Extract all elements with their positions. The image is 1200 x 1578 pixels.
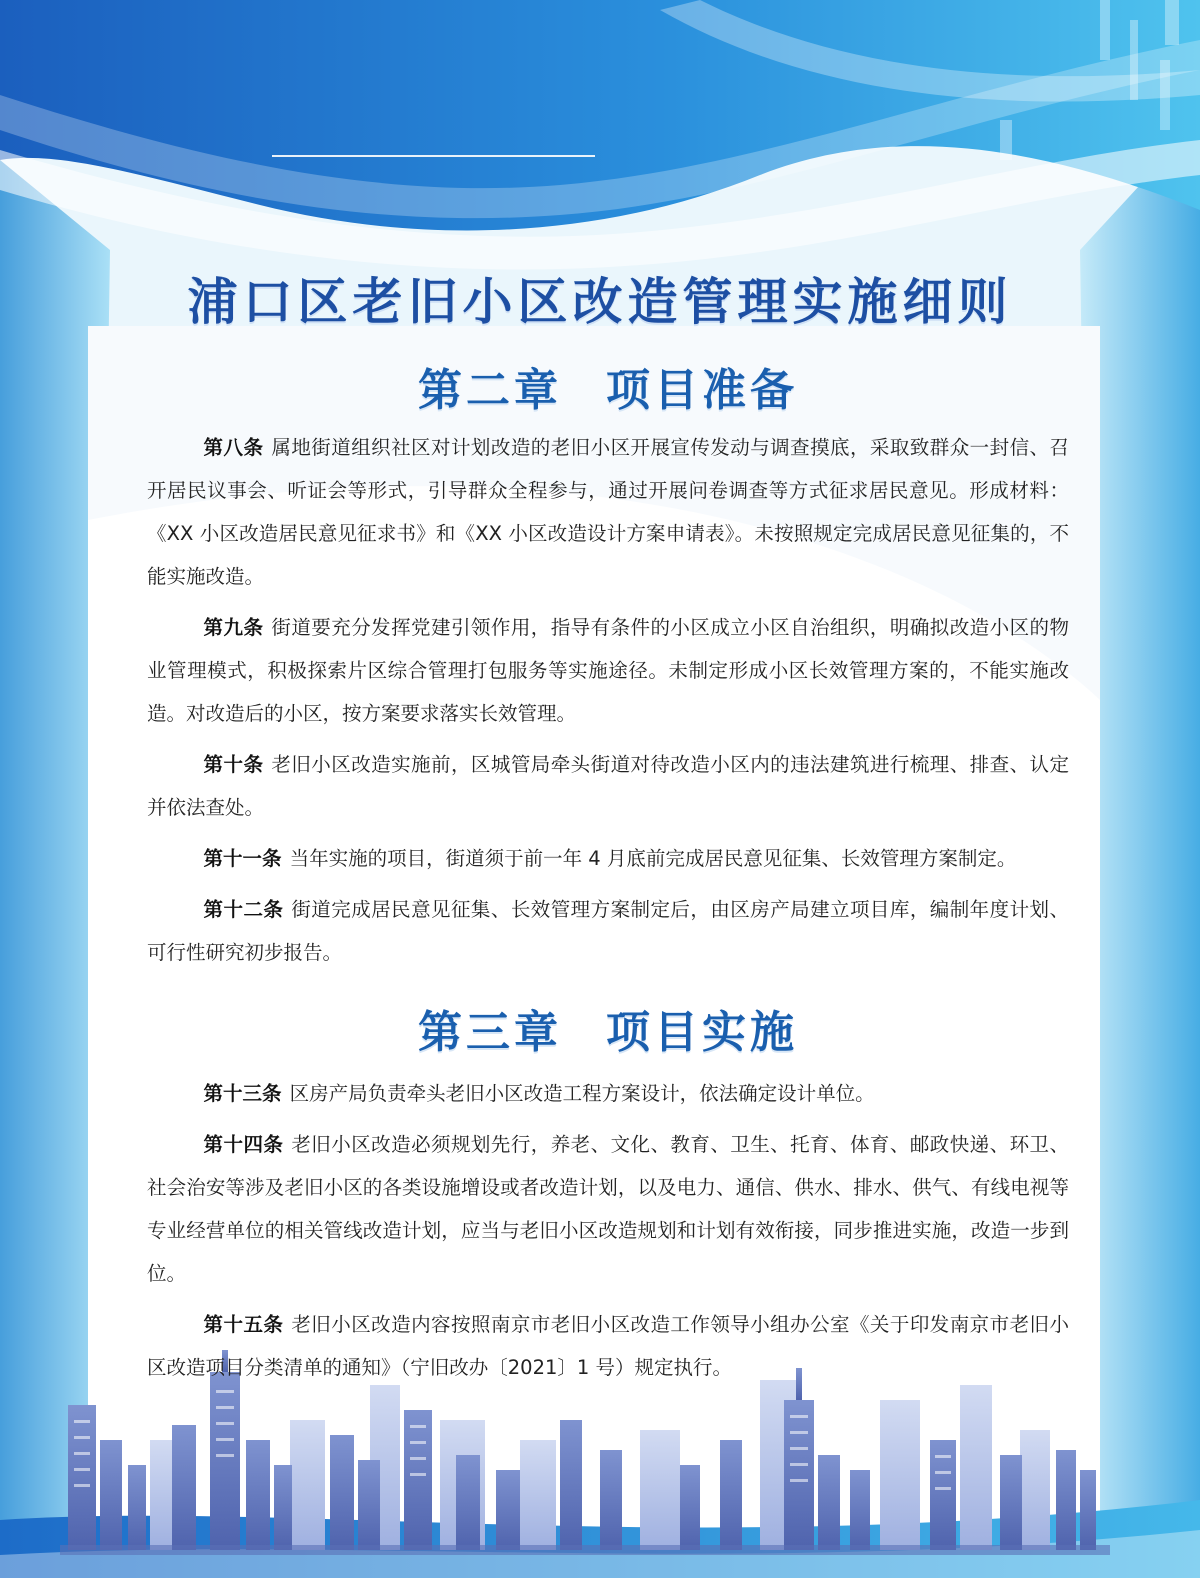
article-number: 第十三条 [203,1082,282,1105]
article-text: 老旧小区改造内容按照南京市老旧小区改造工作领导小组办公室《关于印发南京市老旧小区改造项目分类清单的通知》（宁旧改办〔2021〕1 号）规定执行。 [147,1313,1069,1379]
article-text: 当年实施的项目，街道须于前一年 4 月底前完成居民意见征集、长效管理方案制定。 [289,847,1017,870]
chapter-heading [147,360,1069,422]
article [147,1303,1069,1389]
chapter-number: 第三章 [418,1007,562,1058]
chapter-heading [147,1002,1069,1064]
article-number: 第八条 [203,436,264,459]
article [147,426,1069,598]
page-title: 浦口区老旧小区改造管理实施细则 [187,273,1013,331]
chapter-name: 项目实施 [606,1007,798,1058]
article [147,837,1069,880]
article [147,606,1069,735]
content-body [147,360,1069,1397]
article-number: 第十条 [203,753,264,776]
article [147,743,1069,829]
article-text: 老旧小区改造必须规划先行，养老、文化、教育、卫生、托育、体育、邮政快递、环卫、社会治安等涉及老旧小区的各类设施增设或者改造计划，以及电力、通信、供水、排水、供气、有线电视等专业经营单位的相关管线改造计划，应当与老旧小区改造规划和计划有效衔接，同步推进实施，改造一步到位。 [147,1133,1069,1285]
article [147,1072,1069,1115]
article-text: 街道完成居民意见征集、长效管理方案制定后，由区房产局建立项目库，编制年度计划、可行性研究初步报告。 [147,898,1069,964]
chapter-name: 项目准备 [606,365,798,416]
article-number: 第十一条 [203,847,282,870]
article [147,1123,1069,1295]
article-text: 街道要充分发挥党建引领作用，指导有条件的小区成立小区自治组织，明确拟改造小区的物业管理模式，积极探索片区综合管理打包服务等实施途径。未制定形成小区长效管理方案的，不能实施改造。对改造后的小区，按方案要求落实长效管理。 [147,616,1069,725]
article-text: 区房产局负责牵头老旧小区改造工程方案设计，依法确定设计单位。 [289,1082,875,1105]
article-number: 第十五条 [203,1313,284,1336]
chapter-number: 第二章 [418,365,562,416]
article-number: 第十二条 [203,898,284,921]
article-text: 老旧小区改造实施前，区城管局牵头街道对待改造小区内的违法建筑进行梳理、排查、认定并依法查处。 [147,753,1069,819]
article-number: 第十四条 [203,1133,284,1156]
article-number: 第九条 [203,616,264,639]
article-text: 属地街道组织社区对计划改造的老旧小区开展宣传发动与调查摸底，采取致群众一封信、召开居民议事会、听证会等形式，引导群众全程参与，通过开展问卷调查等方式征求居民意见。形成材料：《XX 小区改造居民意见征求书》和《XX 小区改造设计方案申请表》。未按照规定完成居民意见征集的，不能实施改造。 [147,436,1069,588]
article [147,888,1069,974]
